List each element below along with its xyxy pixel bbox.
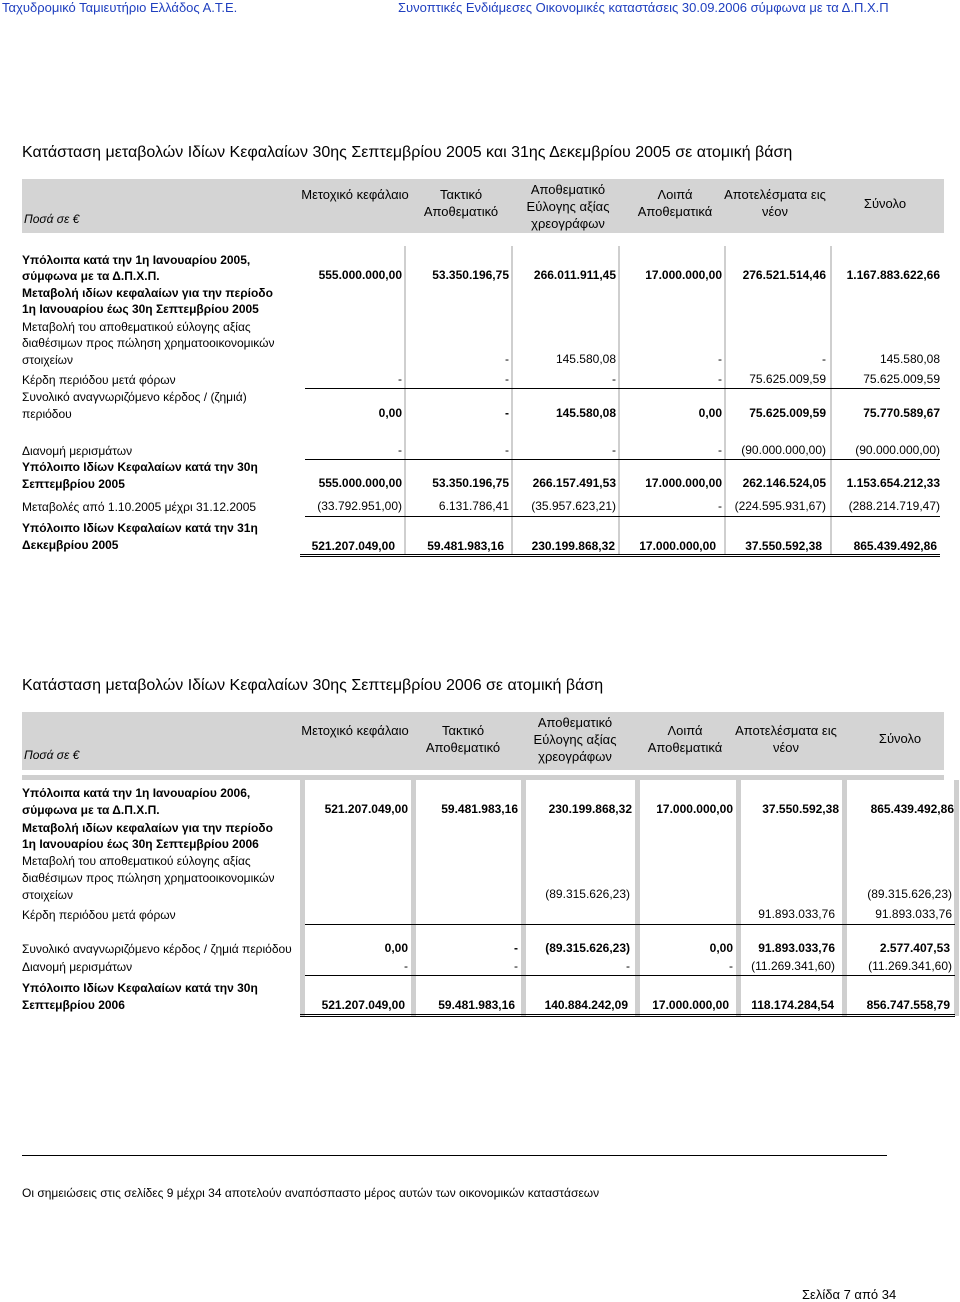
cell: (11.269.341,60): [751, 959, 835, 973]
s2-col-share-capital: Μετοχικό κεφάλαιο: [301, 723, 409, 738]
cell: 59.481.983,16: [441, 802, 518, 816]
s2-label: Κέρδη περιόδου μετά φόρων: [22, 908, 176, 922]
cell: 140.884.242,09: [544, 998, 628, 1012]
cell: (35.957.623,21): [531, 499, 616, 513]
cell: 521.207.049,00: [324, 802, 408, 816]
s2-label: Συνολικό αναγνωριζόμενο κέρδος / ζημιά περιόδου: [22, 942, 292, 956]
s2-label: Μεταβολή του αποθεματικού εύλογης αξίας: [22, 854, 251, 868]
s1-col-retained-earnings: Αποτελέσματα εις νέον: [724, 187, 826, 219]
s1-label: 1η Ιανουαρίου έως 30η Σεπτεμβρίου 2005: [22, 302, 259, 316]
s2-label: Μεταβολή ιδίων κεφαλαίων για την περίοδο: [22, 821, 273, 835]
cell: (89.315.626,23): [545, 941, 630, 955]
s2-rule: [300, 1016, 955, 1017]
cell: (288.214.719,47): [848, 499, 940, 513]
s2-label: Σεπτεμβρίου 2006: [22, 998, 125, 1012]
cell: 91.893.033,76: [758, 907, 835, 921]
cell: 6.131.786,41: [438, 499, 509, 513]
page-header: [0, 0, 960, 16]
s2-label: στοιχείων: [22, 888, 73, 902]
cell: (90.000.000,00): [741, 443, 826, 457]
s2-band: [22, 775, 944, 780]
s1-rule: [305, 388, 940, 389]
s2-col-other-reserves: Λοιπά Αποθεματικά: [647, 723, 723, 755]
cell: 145.580,08: [555, 352, 616, 366]
s2-rule: [305, 975, 955, 976]
s1-col-total: Σύνολο: [863, 196, 907, 211]
cell: 865.439.492,86: [853, 539, 937, 553]
cell: (90.000.000,00): [855, 443, 940, 457]
cell: 17.000.000,00: [639, 539, 716, 553]
cell: -: [514, 941, 518, 955]
s2-col-statutory-reserve: Τακτικό Αποθεματικό: [425, 723, 501, 755]
cell: 17.000.000,00: [645, 476, 722, 490]
s2-label: Υπόλοιπο Ιδίων Κεφαλαίων κατά την 30η: [22, 981, 258, 995]
s1-rule: [300, 554, 940, 555]
s1-label: Μεταβολή ιδίων κεφαλαίων για την περίοδο: [22, 286, 273, 300]
s1-label: Υπόλοιπα κατά την 1η Ιανουαρίου 2005,: [22, 253, 251, 267]
cell: -: [505, 352, 509, 366]
s1-label: διαθέσιμων προς πώληση χρηματοοικονομικών: [22, 336, 275, 350]
s1-col-fair-value-reserve: Αποθεματικό Εύλογης αξίας χρεογράφων: [526, 182, 610, 231]
s2-label: διαθέσιμων προς πώληση χρηματοοικονομικών: [22, 871, 275, 885]
cell: 145.580,08: [555, 406, 616, 420]
s1-label: Υπόλοιπο Ιδίων Κεφαλαίων κατά την 31η: [22, 521, 258, 535]
s1-label: Δεκεμβρίου 2005: [22, 538, 119, 552]
s1-col-share-capital: Μετοχικό κεφάλαιο: [301, 187, 409, 202]
cell: 17.000.000,00: [652, 998, 729, 1012]
cell: -: [612, 443, 616, 457]
s2-band: [411, 780, 416, 1016]
cell: 2.577.407,53: [879, 941, 950, 955]
s2-label: Υπόλοιπα κατά την 1η Ιανουαρίου 2006,: [22, 786, 251, 800]
cell: -: [514, 959, 518, 973]
cell: 521.207.049,00: [311, 539, 395, 553]
cell: -: [718, 352, 722, 366]
s1-band: [724, 246, 726, 555]
s1-label: στοιχείων: [22, 353, 73, 367]
cell: 266.011.911,45: [533, 268, 616, 282]
s1-label: Μεταβολή του αποθεματικού εύλογης αξίας: [22, 320, 251, 334]
s1-band: [618, 246, 620, 555]
s1-rule: [300, 556, 940, 557]
cell: -: [398, 443, 402, 457]
header-right: Συνοπτικές Ενδιάμεσες Οικονομικές καταστάσεις 30.09.2006 σύμφωνα με τα Δ.Π.Χ.Π: [398, 0, 889, 15]
cell: (89.315.626,23): [867, 887, 952, 901]
s2-col-fair-value-reserve: Αποθεματικό Εύλογης αξίας χρεογράφων: [533, 715, 617, 764]
cell: 1.167.883.622,66: [846, 268, 940, 282]
cell: 118.174.284,54: [751, 998, 834, 1012]
s2-label: σύμφωνα με τα Δ.Π.Χ.Π.: [22, 803, 160, 817]
s2-band: [635, 780, 640, 1016]
s2-band: [842, 780, 847, 1016]
s1-rule: [305, 516, 940, 517]
cell: 865.439.492,86: [870, 802, 954, 816]
s2-col-retained-earnings: Αποτελέσματα εις νέον: [735, 723, 837, 755]
section1-currency: Ποσά σε €: [24, 212, 80, 226]
section2-currency: Ποσά σε €: [24, 748, 80, 762]
cell: 91.893.033,76: [758, 941, 835, 955]
cell: -: [626, 959, 630, 973]
cell: 230.199.868,32: [531, 539, 615, 553]
cell: 91.893.033,76: [875, 907, 952, 921]
cell: 230.199.868,32: [548, 802, 632, 816]
cell: 145.580,08: [879, 352, 940, 366]
cell: (224.595.931,67): [734, 499, 826, 513]
cell: 555.000.000,00: [318, 268, 402, 282]
s1-label: Διανομή μερισμάτων: [22, 444, 133, 458]
cell: 276.521.514,46: [742, 268, 826, 282]
cell: 0,00: [384, 941, 408, 955]
s1-label: περιόδου: [22, 407, 72, 421]
s1-label: Κέρδη περιόδου μετά φόρων: [22, 373, 176, 387]
s1-band: [404, 246, 406, 555]
section2-title: Κατάσταση μεταβολών Ιδίων Κεφαλαίων 30ης Σεπτεμβρίου 2006 σε ατομική βάση: [22, 677, 604, 694]
cell: (11.269.341,60): [868, 959, 952, 973]
s1-label: Σεπτεμβρίου 2005: [22, 477, 125, 491]
s1-label: Μεταβολές από 1.10.2005 μέχρι 31.12.2005: [22, 500, 257, 514]
cell: -: [612, 372, 616, 386]
s1-col-other-reserves: Λοιπά Αποθεματικά: [637, 187, 713, 219]
cell: 266.157.491,53: [532, 476, 616, 490]
cell: 59.481.983,16: [427, 539, 504, 553]
cell: -: [505, 406, 509, 420]
cell: 75.625.009,59: [749, 406, 826, 420]
s2-label: 1η Ιανουαρίου έως 30η Σεπτεμβρίου 2006: [22, 837, 259, 851]
s1-label: Υπόλοιπο Ιδίων Κεφαλαίων κατά την 30η: [22, 460, 258, 474]
cell: -: [718, 499, 722, 513]
s2-rule: [300, 1014, 955, 1015]
s1-rule: [305, 459, 940, 460]
cell: 856.747.558,79: [866, 998, 950, 1012]
s1-label: Συνολικό αναγνωριζόμενο κέρδος / (ζημιά): [22, 390, 247, 404]
footer-note: Οι σημειώσεις στις σελίδες 9 μέχρι 34 αποτελούν αναπόσπαστο μέρος αυτών των οικονομικών καταστάσεων: [22, 1186, 600, 1200]
cell: 0,00: [698, 406, 722, 420]
cell: -: [505, 372, 509, 386]
cell: -: [729, 959, 733, 973]
section1-title: Κατάσταση μεταβολών Ιδίων Κεφαλαίων 30ης Σεπτεμβρίου 2005 και 31ης Δεκεμβρίου 2005 σε ατομική βάση: [22, 144, 793, 161]
s2-band: [954, 780, 959, 1016]
cell: 555.000.000,00: [318, 476, 402, 490]
cell: (33.792.951,00): [317, 499, 402, 513]
cell: 17.000.000,00: [645, 268, 722, 282]
cell: -: [505, 443, 509, 457]
cell: -: [718, 372, 722, 386]
cell: -: [718, 443, 722, 457]
footer-rule: [22, 1155, 887, 1156]
cell: -: [404, 959, 408, 973]
cell: 53.350.196,75: [432, 268, 509, 282]
s2-col-total: Σύνολο: [878, 731, 922, 746]
s2-rule: [305, 924, 955, 925]
cell: 262.146.524,05: [742, 476, 826, 490]
s1-band: [830, 246, 832, 555]
s1-col-statutory-reserve: Τακτικό Αποθεματικό: [423, 187, 499, 219]
cell: 17.000.000,00: [656, 802, 733, 816]
cell: -: [398, 372, 402, 386]
s2-band: [736, 780, 741, 1016]
cell: 1.153.654.212,33: [846, 476, 940, 490]
cell: (89.315.626,23): [545, 887, 630, 901]
s1-label: σύμφωνα με τα Δ.Π.Χ.Π.: [22, 269, 160, 283]
cell: -: [822, 352, 826, 366]
cell: 75.625.009,59: [749, 372, 826, 386]
cell: 75.625.009,59: [863, 372, 940, 386]
s2-label: Διανομή μερισμάτων: [22, 960, 133, 974]
s2-band: [521, 780, 526, 1016]
header-left: Ταχυδρομικό Ταμιευτήριο Ελλάδος Α.Τ.Ε.: [2, 0, 238, 15]
cell: 37.550.592,38: [762, 802, 839, 816]
cell: 59.481.983,16: [438, 998, 515, 1012]
cell: 37.550.592,38: [745, 539, 822, 553]
cell: 53.350.196,75: [432, 476, 509, 490]
page-number: Σελίδα 7 από 34: [802, 1287, 897, 1302]
cell: 75.770.589,67: [863, 406, 940, 420]
cell: 0,00: [378, 406, 402, 420]
cell: 0,00: [709, 941, 733, 955]
cell: 521.207.049,00: [321, 998, 405, 1012]
s1-band: [511, 246, 513, 555]
